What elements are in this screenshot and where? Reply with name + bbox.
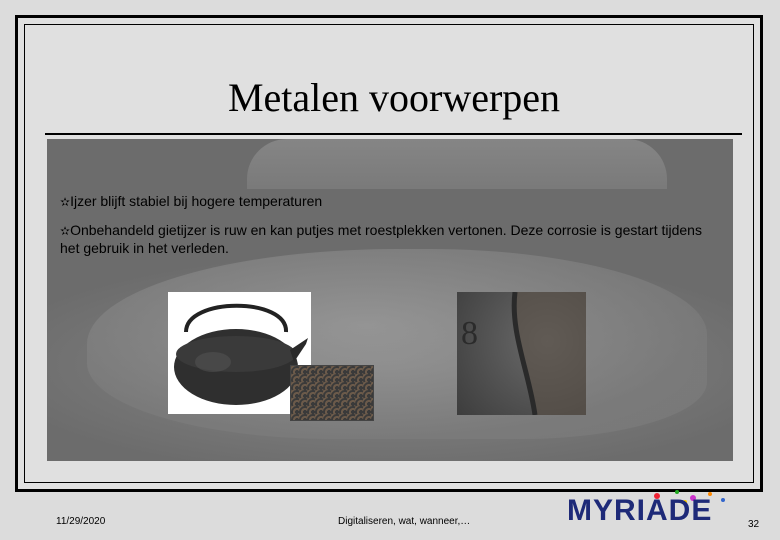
myriade-logo-image xyxy=(565,488,735,524)
svg-text:8: 8 xyxy=(461,315,478,352)
bullet-1 xyxy=(60,193,322,211)
bullet-1-text: Ijzer blijft stabiel bij hogere temperaturen xyxy=(70,193,323,209)
bullet-2-text: Onbehandeld gietijzer is ruw en kan putjes met roestplekken vertonen. Deze corrosie is gestart tijdens het gebruik in het verleden. xyxy=(60,222,702,256)
bullet-2 xyxy=(60,222,720,257)
logo-text: MYRIADE xyxy=(567,494,713,524)
background-iron-photo xyxy=(47,139,733,461)
star-bullet-icon: ✫ xyxy=(60,195,71,209)
myriade-logo xyxy=(565,488,735,524)
footer-date: 11/29/2020 xyxy=(56,516,106,527)
cast-iron-closeup-photo xyxy=(457,292,586,415)
closeup-image xyxy=(457,292,586,415)
iron-handle-shape xyxy=(247,139,667,189)
footer-title: Digitaliseren, wat, wanneer,… xyxy=(338,516,471,527)
rust-detail-photo xyxy=(290,365,374,421)
slide-title: Metalen voorwerpen xyxy=(227,75,561,120)
page-number: 32 xyxy=(748,519,760,530)
title-underline xyxy=(45,133,742,135)
star-bullet-icon: ✫ xyxy=(60,224,71,238)
